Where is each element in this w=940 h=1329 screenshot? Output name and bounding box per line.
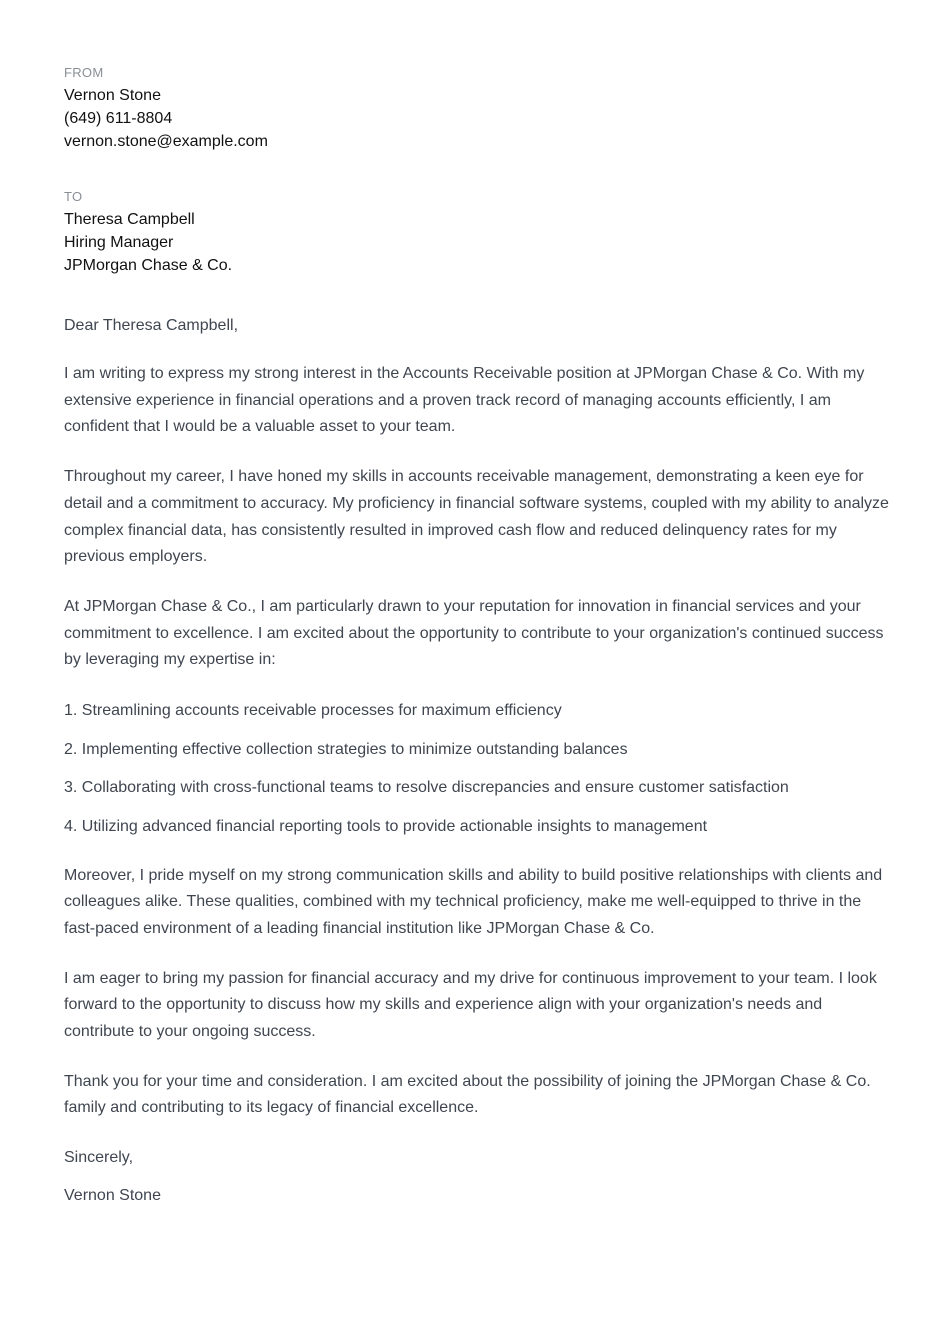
- sender-block: [64, 64, 894, 153]
- body-paragraph: At JPMorgan Chase & Co., I am particularly drawn to your reputation for innovation in financial services and your commitment to excellence. I am excited about the opportunity to contribute to your organization's continued success by leveraging my expertise in:: [64, 597, 884, 669]
- salutation: Dear Theresa Campbell,: [64, 317, 239, 334]
- closing: Sincerely,: [64, 1149, 134, 1167]
- list-item: 1. Streamlining accounts receivable processes for maximum efficiency: [64, 702, 562, 720]
- recipient-block: [64, 188, 894, 277]
- list-item: 2. Implementing effective collection strategies to minimize outstanding balances: [64, 740, 628, 758]
- body-paragraph: Throughout my career, I have honed my skills in accounts receivable management, demonstrating a keen eye for detail and a commitment to accuracy. My proficiency in financial software systems, coupled with my ability to analyze complex financial data, has consistently resulted in improved cash flow and reduced delinquency rates for my previous employers.: [64, 468, 889, 566]
- cover-letter: [64, 64, 894, 1209]
- to-label: TO: [64, 189, 83, 204]
- sender-name: Vernon Stone: [64, 87, 161, 104]
- body-paragraph: I am eager to bring my passion for financial accuracy and my drive for continuous improvement to your team. I look forward to the opportunity to discuss how my skills and experience align with your organization's needs and contribute to your ongoing success.: [64, 969, 877, 1041]
- recipient-name: Theresa Campbell: [64, 211, 195, 228]
- recipient-company: JPMorgan Chase & Co.: [64, 257, 233, 274]
- sender-email: vernon.stone@example.com: [64, 133, 268, 150]
- signature: Vernon Stone: [64, 1187, 161, 1205]
- body-paragraph: Thank you for your time and consideration. I am excited about the possibility of joining the JPMorgan Chase & Co. family and contributing to its legacy of financial excellence.: [64, 1072, 871, 1117]
- body-paragraph: I am writing to express my strong interest in the Accounts Receivable position at JPMorgan Chase & Co. With my extensive experience in financial operations and a proven track record of managing accounts efficiently, I am confident that I would be a valuable asset to your team.: [64, 365, 865, 436]
- body-paragraph: Moreover, I pride myself on my strong communication skills and ability to build positive relationships with clients and colleagues alike. These qualities, combined with my technical proficiency, make me well-equipped to thrive in the fast-paced environment of a leading financial institution like JPMorgan Chase & Co.: [64, 866, 883, 937]
- sender-phone: (649) 611-8804: [64, 110, 173, 127]
- expertise-list: [64, 698, 894, 840]
- list-item: 3. Collaborating with cross-functional teams to resolve discrepancies and ensure customer satisfaction: [64, 779, 789, 797]
- from-label: FROM: [64, 65, 104, 80]
- list-item: 4. Utilizing advanced financial reporting tools to provide actionable insights to management: [64, 817, 708, 835]
- recipient-title: Hiring Manager: [64, 234, 174, 251]
